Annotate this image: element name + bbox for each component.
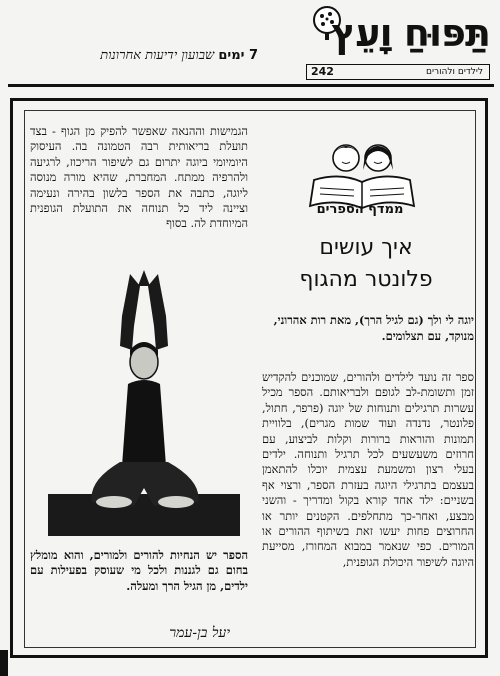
paper-name	[48, 48, 258, 64]
yoga-photo	[48, 266, 240, 536]
article-body-left-top: הגמישות וההנאה שאפשר להפיק מן הגוף - בצד תועלת בריאותית רבה הטמונה בה. העיסוק היומיומי ביוגה יתרום גם לשיפור הריכוז, לרגיעה ולהרפיה ממתח. המחברת, שהיא מורה מנוסה ליוגה, כתבה את הספר בלשון בהירה ונעימה וציינה ליד כל תנוחה את התועלת הגופנית המיוחדת לה. בסוף	[30, 124, 248, 231]
newspaper-header	[0, 0, 500, 84]
issue-number: 242	[311, 65, 334, 78]
header-rule	[8, 84, 494, 87]
headline-line-1: איך עושים	[319, 235, 413, 260]
book-info: יוגה לי ולך (גם לגיל הרך), מאת רות אהרוני, מנוקד, עם תצלומים.	[273, 313, 474, 343]
section-label: ממדף הספרים	[316, 202, 404, 217]
paper-days: 7 ימים	[218, 48, 258, 63]
magazine-logo: תַּפּוּחַ וָעֵץ	[331, 11, 490, 55]
headline-line-2: פלונטר מהגוף	[299, 267, 433, 292]
article-body-right: ספר זה נועד לילדים ולהורים, שמוכנים להקדיש זמן ותשומת-לב לגופם ולבריאותם. הספר מכיל עשרות תרגילים ותנוחות של יוגה (פרפר, חתול, פלונטר, נדנדה ועוד שמות מגרים), בלוויית תמונות והוראות ברורות וקלות לביצוע, עם חרוזים משעשעים לכל תרגיל ותנוחה. ילדים בעלי רצון ומשמעת עצמית יוכלו להתאמן בעצמם בתרגילי היוגה בעזרת הספר, ורצוי אף בשניים: ילד אחד קורא בקול ומדריך - והשני מבצע, ואחר-כך מתחלפים. הקטנים יותר או החרוצים פחות יעשו זאת בשיתוף ההורים או המורים. כפי שנאמר במבוא המחורז, מסייעת היוגה לשיפור היכולת הגופנית,	[262, 370, 474, 569]
paper-title: שבועון ידיעות אחרונות	[100, 48, 215, 63]
issue-box	[306, 64, 490, 80]
article-body-left-bottom: הספר יש הנחיות להורים ולמורים, והוא מומלץ בחום גם לגננות ולכל מי שעוסק בפעילות עם ילדים, מן הגיל הרך ומעלה.	[30, 548, 248, 593]
author-signature: יעל בן-עמר	[169, 625, 230, 641]
page-edge-mark	[0, 650, 8, 676]
issue-label: לילדים ולהורים	[426, 67, 483, 77]
